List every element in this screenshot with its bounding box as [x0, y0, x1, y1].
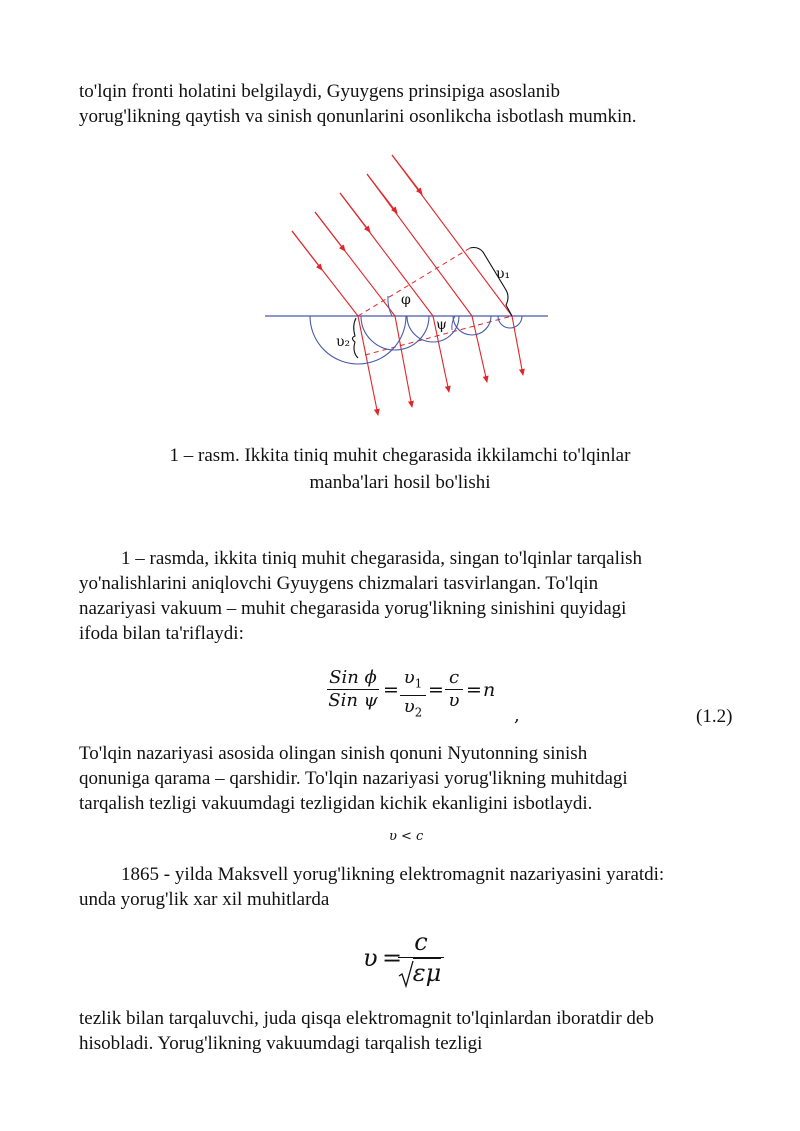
v1-label: υ₁: [496, 266, 511, 282]
v2-sub: 2: [414, 705, 423, 720]
p3-line-3: tarqalish tezligi vakuumdagi tezligidan kichik ekanligini isbotlaydi.: [79, 793, 593, 814]
p3-line-2: qonuniga qarama – qarshidir. To'lqin nazariyasi yorug'likning muhitdagi: [79, 768, 628, 789]
p2-line-2: yo'nalishlarini aniqlovchi Gyuygens chizmalari tasvirlangan. To'lqin: [79, 573, 599, 594]
c-symbol: c: [448, 667, 460, 688]
v2-label: υ₂: [336, 334, 351, 350]
p4-line-2: unda yorug'lik xar xil muhitlarda: [79, 889, 330, 910]
maxwell-lhs: υ: [363, 944, 378, 972]
p5-line-1: tezlik bilan tarqaluvchi, juda qisqa elektromagnit to'lqinlardan iboratdir deb: [79, 1008, 654, 1029]
v1-sub: 1: [414, 676, 423, 691]
figure-caption: [120, 442, 680, 496]
phi-label: φ: [401, 292, 411, 308]
phi-arc: [388, 296, 392, 316]
maxwell-denominator: εμ: [412, 959, 442, 987]
paragraph-4: [79, 862, 739, 912]
psi-label: ψ: [436, 317, 447, 333]
p2-line-3: nazariyasi vakuum – muhit chegarasida yorug'likning sinishini quyidagi: [79, 598, 627, 619]
sqrt-sign-icon: [398, 960, 414, 988]
p4-line-1: 1865 - yilda Maksvell yorug'likning elektromagnit nazariyasini yaratdi:: [121, 864, 665, 885]
intro-line-1: to'lqin fronti holatini belgilaydi, Gyuygens prinsipiga asoslanib: [79, 81, 561, 102]
huygens-refraction-figure: [0, 0, 800, 440]
sin-phi: Sin ϕ: [329, 667, 377, 688]
n-symbol: n: [483, 679, 496, 701]
paragraph-3: [79, 741, 739, 816]
incident-wavefront: [358, 248, 470, 316]
caption-line-2: manba'lari hosil bo'lishi: [309, 472, 491, 493]
p2-line-4: ifoda bilan ta'riflaydi:: [79, 623, 244, 644]
p2-line-1: 1 – rasmda, ikkita tiniq muhit chegarasida, singan to'lqinlar tarqalish: [121, 548, 643, 569]
inequality-v-lt-c: υ < c: [389, 829, 424, 844]
v2-symbol: υ: [403, 695, 415, 717]
caption-line-1: 1 – rasm. Ikkita tiniq muhit chegarasida ikkilamchi to'lqinlar: [169, 445, 631, 466]
maxwell-numerator: c: [414, 928, 428, 956]
paragraph-2: [79, 546, 739, 646]
equation-number: (1.2): [696, 706, 733, 727]
equation-comma: ,: [514, 705, 520, 726]
maxwell-fraction: [398, 927, 444, 988]
intro-line-2: yorug'likning qaytish va sinish qonunlarini osonlikcha isbotlash mumkin.: [79, 106, 637, 127]
maxwell-equals: =: [382, 944, 403, 972]
p5-line-2: hisobladi. Yorug'likning vakuumdagi tarqalish tezligi: [79, 1033, 483, 1054]
v1-v2-fraction: [400, 667, 426, 723]
c-v-fraction: [445, 667, 463, 712]
paragraph-5: [79, 1006, 739, 1056]
v2-bracket: [353, 318, 359, 358]
sin-psi: Sin ψ: [328, 690, 378, 711]
p3-line-1: To'lqin nazariyasi asosida olingan sinish qonuni Nyutonning sinish: [79, 743, 588, 764]
sin-fraction: [327, 667, 379, 712]
v1-symbol: υ: [403, 667, 415, 688]
v-symbol: υ: [448, 690, 460, 711]
